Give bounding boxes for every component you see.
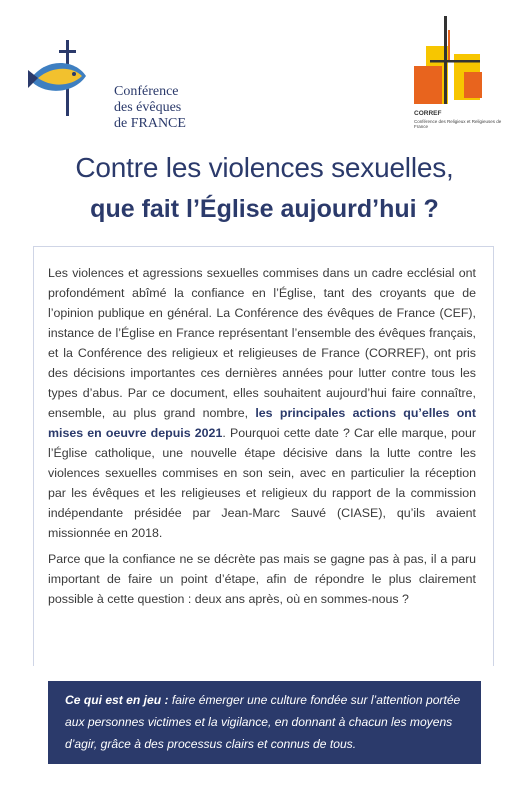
cef-logo [28,36,208,132]
corref-name: CORREF [414,110,442,117]
corref-cross-icon [404,10,504,110]
key-message-banner [48,681,481,764]
page-title-line1: Contre les violences sexuelles, [75,152,454,183]
key-message-lead: Ce qui est en jeu : [65,693,169,707]
intro-paragraph-1 [48,263,476,543]
intro-highlight: les principales actions qu’elles ont mises en oeuvre depuis 2021 [48,406,476,440]
key-message-text [65,689,467,755]
intro-paragraph-1-end: . Pourquoi cette date ? Car elle marque, pour l’Église catholique, une nouvelle étape décisive dans la lutte contre les violences sexuelles commises en son sein, avec en particulier la réception par les évêques et les religieuses et religieux du rapport de la commission indépendante présidée par Jean-Marc Sauvé (CIASE), qu’ils avaient missionnée en 2018. [48,426,476,540]
cef-name-line: des évêques [114,100,182,115]
intro-text [48,263,476,615]
cef-fish-cross-icon [28,36,88,116]
frame-top-rule [33,246,494,247]
corref-logo [404,10,504,140]
key-message-body: faire émerger une culture fondée sur l’attention portée aux personnes victimes et la vigilance, en donnant à chacun les moyens d’agir, grâce à des processus clairs et connus de tous. [65,693,461,751]
cef-name-line: Conférence [114,84,179,99]
cef-name [114,84,186,132]
page-title-line2: que fait l’Église aujourd’hui ? [90,195,439,223]
intro-paragraph-1-start: Les violences et agressions sexuelles commises dans un cadre ecclésial ont profondément abîmé la confiance en l’Église, tant des croyants que de l’opinion publique en général. La Conférence des évêques de France (CEF), instance de l’Église en France représentant l’ensemble des évêques français, et la Conférence des religieux et religieuses de France (CORREF), ont pris des décisions importantes ces dernières années pour lutter contre tous les types d’abus. Par ce document, elles souhaitent aujourd’hui faire connaître, ensemble, au plus grand nombre, [48,266,476,420]
frame-right-rule [493,246,494,666]
cef-name-line: de FRANCE [114,116,186,131]
corref-subtitle: Conférence des Religieux et Religieuses de France [414,119,502,130]
frame-left-rule [33,246,34,666]
intro-paragraph-2: Parce que la confiance ne se décrète pas mais se gagne pas à pas, il a paru important de faire un point d’étape, afin de répondre le plus clairement possible à cette question : deux ans après, où en sommes-nous ? [48,552,476,606]
